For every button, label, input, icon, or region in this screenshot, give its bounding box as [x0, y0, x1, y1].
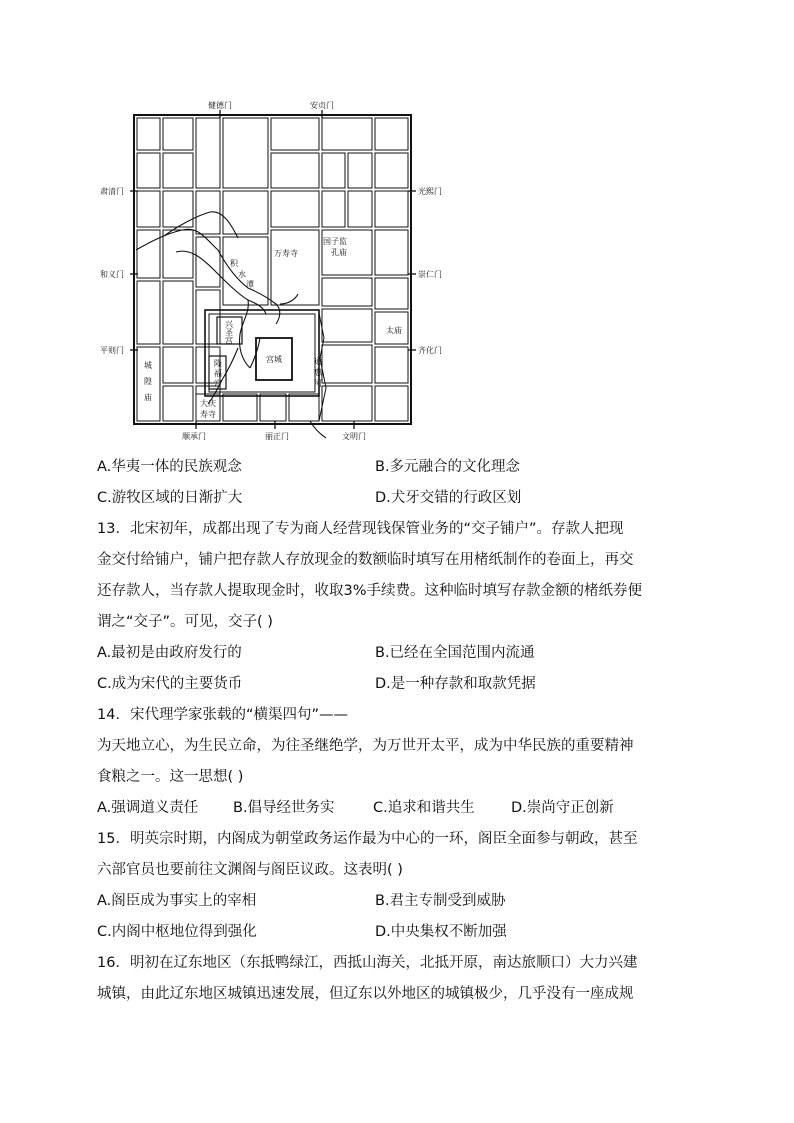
label-chenghuang-1: 城: [144, 361, 152, 370]
gate-lizheng: 丽正门: [265, 432, 289, 441]
label-wanshou-temple: 万寿寺: [274, 249, 298, 258]
q15-option-c[interactable]: C.内阁中枢地位得到强化: [97, 924, 257, 940]
gate-suqing: 肃清门: [100, 187, 124, 196]
q14-stem-line-3: 食粮之一。这一思想( ): [97, 769, 244, 785]
q15-option-b[interactable]: B.君主专制受到威胁: [375, 893, 506, 909]
q14-options-row: [97, 793, 697, 824]
gate-jiande: 健德门: [208, 101, 232, 110]
label-xingsheng-2: 圣: [225, 328, 233, 337]
yuan-dadu-map: [90, 98, 460, 443]
q13-option-d[interactable]: D.是一种存款和取款凭据: [375, 676, 536, 692]
q12-option-c[interactable]: C.游牧区域的日渐扩大: [97, 490, 243, 506]
label-daqing-2: 寿寺: [200, 410, 216, 419]
label-tonghuihe-3: 河: [314, 379, 322, 388]
q12-option-b[interactable]: B.多元融合的文化理念: [375, 459, 521, 475]
label-tonghuihe-1: 通: [314, 357, 322, 366]
q13-stem-line-3: 还存款人，当存款人提取现金时，收取3%手续费。这种临时填写存款金额的楮纸券便: [97, 583, 642, 599]
q13-stem-line-1: 13．北宋初年，成都出现了专为商人经营现钱保管业务的“交子铺户”。存款人把现: [97, 521, 624, 537]
q13-option-c[interactable]: C.成为宋代的主要货币: [97, 676, 243, 692]
q13-option-a[interactable]: A.最初是由政府发行的: [97, 645, 242, 661]
q15-stem-line-1: 15．明英宗时期，内阁成为朝堂政务运作最为中心的一环，阁臣全面参与朝政，甚至: [97, 831, 638, 847]
q12-options-row-2: [97, 483, 697, 514]
question-content: [97, 452, 697, 1010]
q13-option-b[interactable]: B.已经在全国范围内流通: [375, 645, 535, 661]
gate-guangxi: 光熙门: [418, 187, 442, 196]
q15-options-row-1: [97, 886, 697, 917]
gate-anzhen: 安贞门: [310, 101, 334, 110]
q13-stem-line-2: 金交付给铺户，铺户把存款人存放现金的数额临时填写在用楮纸制作的卷面上，再交: [97, 552, 634, 568]
q15-option-d[interactable]: D.中央集权不断加强: [375, 924, 507, 940]
label-chenghuang-2: 隍: [144, 377, 152, 386]
q12-options-row-1: [97, 452, 697, 483]
q14-option-a[interactable]: A.强调道义责任: [97, 800, 199, 816]
q12-option-a[interactable]: A.华夷一体的民族观念: [97, 459, 242, 475]
label-guozijian: 国子监: [323, 237, 347, 246]
q12-option-d[interactable]: D.犬牙交错的行政区划: [375, 490, 522, 506]
q15-option-a[interactable]: A.阁臣成为事实上的宰相: [97, 893, 257, 909]
gate-chongren: 崇仁门: [418, 270, 442, 279]
label-longfu-2: 福: [214, 369, 222, 378]
label-xingsheng-1: 兴: [225, 320, 233, 329]
q14-option-b[interactable]: B.倡导经世务实: [233, 800, 335, 816]
label-jishuitan-1: 积: [230, 259, 238, 268]
q15-options-row-2: [97, 917, 697, 948]
q15-stem-line-2: 六部官员也要前往文渊阁与阁臣议政。这表明( ): [97, 862, 403, 878]
label-tonghuihe-2: 惠: [314, 368, 322, 377]
q14-stem-line-1: 14．宋代理学家张载的“横渠四句”——: [97, 707, 348, 723]
gate-pingze: 平则门: [100, 346, 124, 355]
q14-option-d[interactable]: D.崇尚守正创新: [511, 800, 614, 816]
label-longfu-1: 隆: [214, 359, 222, 368]
label-longfu-3: 宫: [214, 379, 222, 388]
gate-qihua: 齐化门: [418, 346, 442, 355]
q16-stem-line-1: 16．明初在辽东地区（东抵鸭绿江，西抵山海关，北抵开原，南达旅顺口）大力兴建: [97, 955, 638, 971]
label-xingsheng-3: 宫: [225, 336, 233, 345]
q14-stem-line-2: 为天地立心，为生民立命，为往圣继绝学，为万世开太平，成为中华民族的重要精神: [97, 738, 634, 754]
label-palace-city: 宫城: [266, 355, 282, 364]
label-taimiao: 太庙: [386, 326, 402, 335]
gate-shuncheng: 顺承门: [182, 432, 206, 441]
label-chenghuang-3: 庙: [144, 393, 152, 402]
q13-stem-line-4: 谓之“交子”。可见，交子( ): [97, 614, 273, 630]
q13-options-row-1: [97, 638, 697, 669]
label-daqing-1: 大庆: [200, 399, 216, 408]
q13-options-row-2: [97, 669, 697, 700]
gate-wenming: 文明门: [342, 432, 366, 441]
gate-heyi: 和义门: [100, 270, 124, 279]
label-jishuitan-3: 潭: [246, 280, 254, 289]
label-jishuitan-2: 水: [238, 270, 246, 279]
q14-option-c[interactable]: C.追求和谐共生: [373, 800, 475, 816]
label-kongmiao: 孔庙: [331, 248, 347, 257]
q16-stem-line-2: 城镇，由此辽东地区城镇迅速发展，但辽东以外地区的城镇极少，几乎没有一座成规: [97, 986, 634, 1002]
